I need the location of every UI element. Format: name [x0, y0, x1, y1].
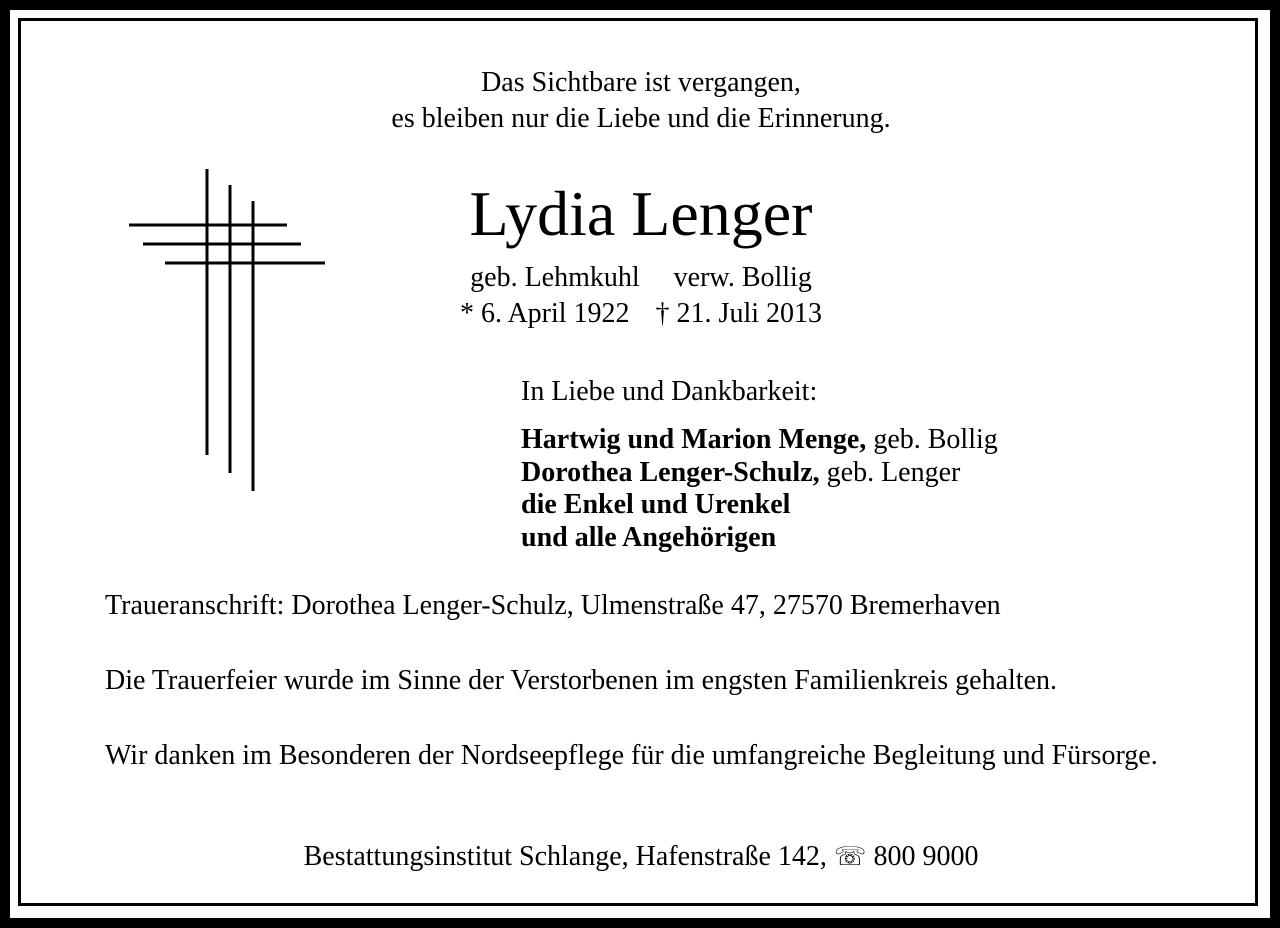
deceased-name: Lydia Lenger [469, 178, 813, 249]
mourning-address: Traueranschrift: Dorothea Lenger-Schulz, Ulmenstraße 47, 27570 Bremerhaven [105, 590, 1001, 621]
death-date: † 21. Juli 2013 [655, 298, 823, 329]
mourner-name: und alle Angehörigen [521, 521, 777, 553]
motto-line-1: Das Sichtbare ist vergangen, [481, 67, 801, 98]
mourner-name: Hartwig und Marion Menge, [521, 424, 867, 455]
funeral-home-phone: 800 9000 [873, 841, 979, 872]
thanks-paragraph: Wir danken im Besonderen der Nordseepflege für die umfangreiche Begleitung und Fürsorge. [105, 740, 1158, 771]
widowed-name: verw. Bollig [673, 262, 812, 293]
thanks-intro: In Liebe und Dankbarkeit: [521, 376, 818, 407]
telephone-icon: ☏ [833, 842, 867, 872]
birth-date: * 6. April 1922 [459, 298, 630, 329]
motto [21, 65, 1261, 137]
funeral-home-address: Bestattungsinstitut Schlange, Hafenstraße 142, [303, 841, 827, 872]
mourner-note: geb. Lenger [819, 456, 961, 488]
mourner-line [521, 522, 998, 555]
maiden-name: geb. Lehmkuhl [470, 262, 640, 293]
name-details [21, 261, 1261, 295]
funeral-home [21, 840, 1261, 874]
notice-border [18, 18, 1258, 906]
mourner-note: geb. Bollig [866, 424, 998, 455]
obituary-notice [10, 10, 1270, 918]
mourner-line [521, 457, 998, 490]
mourner-name: die Enkel und Urenkel [521, 489, 791, 520]
mourner-line [521, 489, 998, 522]
mourners-list [521, 424, 998, 554]
mourner-name: Dorothea Lenger-Schulz, [521, 456, 820, 488]
funeral-info-paragraph: Die Trauerfeier wurde im Sinne der Verstorbenen im engsten Familienkreis gehalten. [105, 665, 1058, 696]
life-dates [21, 297, 1261, 331]
mourner-line [521, 424, 998, 457]
motto-line-2: es bleiben nur die Liebe und die Erinnerung. [391, 103, 891, 134]
